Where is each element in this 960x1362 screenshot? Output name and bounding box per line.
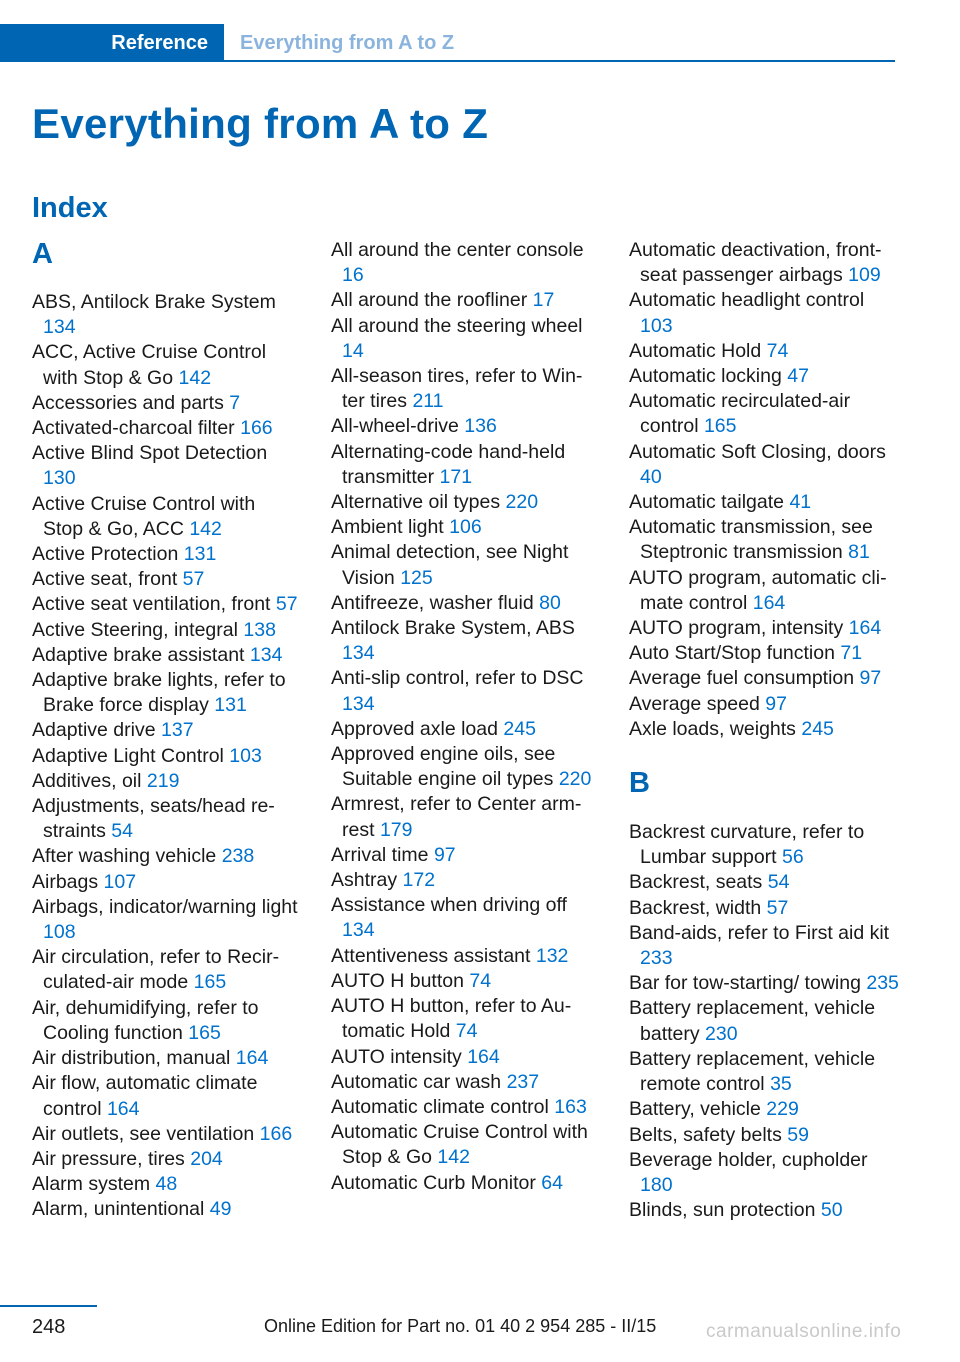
entry-label: Adaptive brake assistant — [32, 643, 245, 666]
entry-page-link[interactable]: 109 — [848, 264, 881, 287]
index-entry — [32, 718, 298, 743]
entry-label: Blinds, sun protection — [629, 1199, 816, 1222]
index-entry — [331, 666, 597, 716]
index-entry — [331, 314, 597, 364]
entry-page-link[interactable]: 57 — [766, 896, 789, 919]
index-column-1 — [32, 238, 298, 1223]
entry-page-link[interactable]: 54 — [111, 820, 133, 843]
entry-label: Ashtray — [331, 869, 398, 892]
index-entry — [629, 616, 901, 641]
index-entry — [629, 515, 901, 565]
index-entry — [331, 288, 597, 313]
entry-page-link[interactable]: 230 — [705, 1022, 738, 1045]
entry-page-link[interactable]: 97 — [859, 667, 882, 690]
index-entry — [32, 769, 298, 794]
index-entry — [331, 843, 597, 868]
index-entry — [32, 592, 298, 617]
entry-page-link[interactable]: 97 — [433, 843, 456, 866]
index-entry — [629, 490, 901, 515]
entry-page-link[interactable]: 238 — [221, 845, 255, 868]
entry-label: Active Cruise Control with Stop & Go, ACC — [32, 492, 256, 540]
index-entry — [32, 340, 298, 390]
entry-label: Alternating-code hand-held transmitter — [331, 440, 566, 488]
entry-page-link[interactable]: 164 — [235, 1047, 269, 1070]
entry-page-link[interactable]: 131 — [214, 694, 247, 717]
entry-page-link[interactable]: 165 — [188, 1021, 221, 1044]
entry-page-link[interactable]: 57 — [182, 568, 205, 591]
entry-label: All around the roofliner — [331, 289, 528, 312]
entry-label: Adaptive Light Control — [32, 744, 224, 767]
entry-label: Automatic Curb Monitor — [331, 1171, 536, 1194]
entry-label: Auto Start/Stop function — [629, 642, 835, 665]
entry-page-link[interactable]: 106 — [449, 516, 482, 539]
entry-page-link[interactable]: 220 — [505, 491, 539, 514]
entry-page-link[interactable]: 142 — [437, 1146, 470, 1169]
index-entry — [32, 290, 298, 340]
index-entry — [331, 1171, 597, 1196]
section-title: Index — [32, 192, 108, 224]
entry-label: Adaptive brake lights, refer to Brake force display — [32, 669, 286, 717]
index-entry — [629, 566, 901, 616]
entry-page-link[interactable]: 47 — [787, 365, 809, 388]
index-entry — [629, 692, 901, 717]
header-heading: Everything from A to Z — [240, 32, 455, 54]
entry-page-link[interactable]: 97 — [765, 692, 787, 715]
entry-page-link[interactable]: 235 — [866, 972, 899, 995]
page-header — [0, 24, 895, 62]
index-entry — [32, 567, 298, 592]
index-entry — [32, 1147, 298, 1172]
entry-page-link[interactable]: 233 — [640, 947, 673, 970]
index-entry — [629, 870, 901, 895]
entry-label: Adjustments, seats/head restraints — [32, 795, 275, 843]
entry-label: Ambient light — [331, 516, 444, 539]
entry-page-link[interactable]: 245 — [503, 717, 536, 740]
entry-page-link[interactable]: 166 — [259, 1122, 293, 1145]
entry-page-link[interactable]: 134 — [342, 919, 375, 942]
entry-label: Alarm, unintentional — [32, 1198, 205, 1221]
index-column-2 — [331, 238, 597, 1196]
entry-label: Airbags — [32, 870, 99, 893]
index-entry — [629, 641, 901, 666]
entry-label: Adaptive drive — [32, 719, 156, 742]
entry-label: Average fuel consumption — [629, 667, 855, 690]
entry-label: Belts, safety belts — [629, 1123, 782, 1146]
index-entry — [629, 971, 901, 996]
entry-label: Automatic Cruise Control with Stop & Go — [331, 1121, 588, 1169]
index-entry — [32, 416, 298, 441]
index-entry — [629, 238, 901, 288]
entry-label: AUTO H button, refer to Automatic Hold — [331, 995, 572, 1043]
entry-label: Approved axle load — [331, 717, 498, 740]
entry-page-link[interactable]: 211 — [412, 390, 444, 413]
entry-label: Air flow, automatic climate control — [32, 1072, 258, 1120]
entry-label: Automatic transmission, see Steptronic transmission — [629, 516, 873, 564]
entry-page-link[interactable]: 40 — [640, 465, 662, 488]
entry-page-link[interactable]: 165 — [703, 415, 737, 438]
entry-page-link[interactable]: 180 — [640, 1173, 673, 1196]
entry-label: Additives, oil — [32, 769, 142, 792]
index-entry — [331, 994, 597, 1044]
index-entry — [32, 1046, 298, 1071]
entry-page-link[interactable]: 219 — [146, 769, 180, 792]
index-letter-a: A — [32, 238, 53, 270]
page-title: Everything from A to Z — [32, 100, 489, 147]
entry-label: Air circulation, refer to Recirculated-air mode — [32, 946, 280, 994]
entry-label: Active Protection — [32, 543, 179, 566]
entry-page-link[interactable]: 107 — [103, 870, 137, 893]
entry-page-link[interactable]: 138 — [243, 618, 276, 641]
index-entry — [629, 389, 901, 439]
index-entry — [629, 1123, 901, 1148]
index-entry — [629, 996, 901, 1046]
entry-page-link[interactable]: 142 — [189, 517, 222, 540]
entry-label: Assistance when driving off — [331, 894, 567, 917]
entry-label: ACC, Active Cruise Control with Stop & Go — [32, 341, 267, 389]
entry-label: Air outlets, see ventilation — [32, 1122, 255, 1145]
index-entry — [32, 542, 298, 567]
entry-page-link[interactable]: 80 — [539, 591, 561, 614]
index-entry — [331, 364, 597, 414]
entry-label: Air distribution, manual — [32, 1047, 231, 1070]
entry-page-link[interactable]: 17 — [532, 289, 555, 312]
edition-text: Online Edition for Part no. 01 40 2 954 285 - II/15 — [264, 1316, 657, 1336]
entry-label: Antifreeze, washer fluid — [331, 591, 534, 614]
entry-label: Arrival time — [331, 843, 429, 866]
index-entry — [629, 364, 901, 389]
entry-page-link[interactable]: 14 — [342, 339, 364, 362]
entry-page-link[interactable]: 131 — [183, 543, 217, 566]
entry-label: Automatic recirculated-air control — [629, 390, 851, 438]
entry-label: Active Steering, integral — [32, 618, 238, 641]
entry-label: Band-aids, refer to First aid kit — [629, 921, 890, 944]
entry-page-link[interactable]: 103 — [229, 744, 262, 767]
entry-page-link[interactable]: 81 — [848, 541, 870, 564]
footer-rule — [0, 1305, 97, 1307]
entry-page-link[interactable]: 132 — [535, 944, 569, 967]
index-entry — [32, 844, 298, 869]
entry-label: Active Blind Spot Detection — [32, 442, 268, 465]
entry-label: Battery replacement, vehicle battery — [629, 997, 876, 1045]
entry-page-link[interactable]: 134 — [342, 642, 375, 665]
entry-label: Alternative oil types — [331, 491, 501, 514]
entry-label: All around the center console — [331, 239, 584, 261]
entry-page-link[interactable]: 103 — [640, 314, 673, 337]
entry-page-link[interactable]: 179 — [379, 818, 413, 841]
entry-label: All-wheel-drive — [331, 415, 459, 438]
entry-page-link[interactable]: 57 — [275, 593, 298, 616]
entry-page-link[interactable]: 237 — [506, 1070, 540, 1093]
entry-page-link[interactable]: 7 — [229, 391, 241, 414]
page-number: 248 — [32, 1316, 66, 1338]
index-entry — [331, 944, 597, 969]
index-entry — [629, 1148, 901, 1198]
entry-page-link[interactable]: 74 — [766, 339, 789, 362]
index-entry — [331, 868, 597, 893]
entry-page-link[interactable]: 164 — [467, 1045, 500, 1068]
entry-label: Battery replacement, vehicle remote control — [629, 1047, 876, 1096]
section-tab: Reference — [0, 24, 224, 62]
index-letter-b: B — [629, 767, 650, 800]
entry-page-link[interactable]: 48 — [155, 1173, 178, 1196]
entry-label: Antilock Brake System, ABS — [331, 617, 575, 640]
index-entry — [331, 616, 597, 666]
entry-page-link[interactable]: 59 — [787, 1123, 809, 1146]
index-entry — [629, 288, 901, 338]
entry-page-link[interactable]: 71 — [840, 642, 863, 665]
entry-page-link[interactable]: 245 — [801, 717, 834, 740]
entry-page-link[interactable]: 134 — [43, 316, 76, 339]
header-rule — [0, 60, 895, 62]
entry-page-link[interactable]: 130 — [43, 467, 76, 490]
index-entry — [32, 996, 298, 1046]
entry-label: Anti-slip control, refer to DSC — [331, 667, 584, 690]
entry-label: Automatic deactivation, front-seat passenger airbags — [629, 239, 882, 287]
index-entry — [32, 668, 298, 718]
index-entry — [32, 1071, 298, 1121]
index-entry — [32, 441, 298, 491]
watermark: carmanualsonline.info — [706, 1321, 902, 1342]
index-entry — [331, 1120, 597, 1170]
entry-label: Air pressure, tires — [32, 1147, 185, 1170]
entry-list — [629, 820, 901, 1223]
index-entry — [331, 515, 597, 540]
entry-page-link[interactable]: 54 — [767, 871, 790, 894]
entry-page-link[interactable]: 229 — [766, 1098, 799, 1121]
entry-label: Airbags, indicator/warning light — [32, 895, 298, 918]
entry-page-link[interactable]: 134 — [249, 643, 283, 666]
index-entry — [331, 969, 597, 994]
entry-label: Automatic Hold — [629, 339, 762, 362]
index-entry — [331, 1095, 597, 1120]
entry-page-link[interactable]: 35 — [770, 1073, 792, 1096]
entry-label: Automatic car wash — [331, 1070, 502, 1093]
index-entry — [331, 742, 597, 792]
index-entry — [331, 1070, 597, 1095]
index-entry — [32, 945, 298, 995]
index-entry — [331, 414, 597, 439]
index-entry — [629, 1097, 901, 1122]
entry-label: Backrest, width — [629, 896, 762, 919]
entry-label: Active seat, front — [32, 568, 178, 591]
entry-list — [331, 238, 597, 1196]
entry-label: Armrest, refer to Center armrest — [331, 793, 582, 841]
entry-page-link[interactable]: 164 — [752, 591, 786, 614]
entry-page-link[interactable]: 74 — [469, 969, 492, 992]
index-entry — [629, 820, 901, 870]
entry-label: Automatic locking — [629, 365, 782, 388]
entry-page-link[interactable]: 64 — [541, 1171, 563, 1194]
entry-page-link[interactable]: 134 — [342, 692, 375, 715]
entry-page-link[interactable]: 137 — [161, 719, 194, 742]
entry-page-link[interactable]: 171 — [439, 465, 473, 488]
entry-page-link[interactable]: 165 — [193, 971, 227, 994]
entry-list — [629, 238, 901, 742]
index-entry — [629, 1047, 901, 1097]
entry-label: Automatic Soft Closing, doors — [629, 440, 886, 463]
entry-label: AUTO program, intensity — [629, 617, 844, 640]
entry-page-link[interactable]: 163 — [554, 1095, 587, 1118]
entry-page-link[interactable]: 16 — [342, 264, 364, 287]
entry-label: Air, dehumidifying, refer to Cooling function — [32, 996, 259, 1044]
entry-label: AUTO program, automatic climate control — [629, 566, 887, 614]
index-entry — [629, 666, 901, 691]
entry-label: Alarm system — [32, 1173, 151, 1196]
entry-label: Bar for tow-starting/ towing — [629, 972, 861, 995]
index-entry — [32, 1122, 298, 1147]
index-entry — [629, 1198, 901, 1223]
entry-label: Automatic headlight control — [629, 289, 865, 312]
entry-page-link[interactable]: 204 — [190, 1147, 223, 1170]
index-entry — [331, 792, 597, 842]
entry-label: Average speed — [629, 692, 760, 715]
index-entry — [32, 643, 298, 668]
entry-page-link[interactable]: 74 — [455, 1020, 478, 1043]
index-entry — [331, 540, 597, 590]
entry-label: After washing vehicle — [32, 845, 217, 868]
entry-page-link[interactable]: 164 — [848, 617, 882, 640]
index-entry — [32, 870, 298, 895]
entry-page-link[interactable]: 56 — [782, 846, 804, 869]
index-entry — [331, 440, 597, 490]
entry-page-link[interactable]: 41 — [789, 491, 812, 514]
entry-page-link[interactable]: 50 — [820, 1199, 843, 1222]
entry-label: Automatic tailgate — [629, 491, 785, 514]
entry-label: Animal detection, see Night Vision — [331, 541, 569, 589]
entry-page-link[interactable]: 142 — [178, 366, 212, 389]
index-entry — [331, 717, 597, 742]
index-entry — [331, 490, 597, 515]
index-entry — [32, 1197, 298, 1222]
entry-label: Axle loads, weights — [629, 717, 796, 740]
entry-page-link[interactable]: 164 — [106, 1097, 140, 1120]
entry-label: AUTO H button — [331, 969, 464, 992]
entry-label: All around the steering wheel — [331, 314, 583, 337]
entry-label: Backrest, seats — [629, 871, 763, 894]
index-entry — [32, 391, 298, 416]
index-entry — [331, 591, 597, 616]
entry-label: Automatic climate control — [331, 1095, 549, 1118]
entry-page-link[interactable]: 125 — [400, 566, 433, 589]
entry-label: AUTO intensity — [331, 1045, 462, 1068]
index-column-3 — [629, 238, 901, 1223]
entry-page-link[interactable]: 49 — [209, 1198, 232, 1221]
entry-label: Active seat ventilation, front — [32, 593, 271, 616]
entry-label: Backrest curvature, refer to Lumbar support — [629, 821, 865, 869]
index-entry — [32, 794, 298, 844]
entry-label: Accessories and parts — [32, 391, 224, 414]
index-entry — [629, 339, 901, 364]
entry-label: ABS, Antilock Brake System — [32, 291, 276, 313]
index-entry — [331, 238, 597, 288]
index-entry — [629, 921, 901, 971]
entry-label: Approved engine oils, see Suitable engine oil types — [331, 743, 556, 791]
index-entry — [629, 440, 901, 490]
entry-label: Activated-charcoal filter — [32, 417, 235, 440]
entry-page-link[interactable]: 172 — [402, 869, 436, 892]
entry-label: Battery, vehicle — [629, 1098, 761, 1121]
index-entry — [629, 896, 901, 921]
entry-label: All-season tires, refer to Winter tires — [331, 365, 583, 413]
entry-label: Beverage holder, cupholder — [629, 1148, 868, 1171]
entry-list — [32, 290, 298, 1223]
index-entry — [32, 744, 298, 769]
index-entry — [32, 492, 298, 542]
index-entry — [32, 1172, 298, 1197]
entry-page-link[interactable]: 136 — [464, 415, 497, 438]
entry-label: Attentiveness assistant — [331, 944, 531, 967]
index-entry — [629, 717, 901, 742]
entry-page-link[interactable]: 166 — [240, 417, 273, 440]
index-entry — [32, 618, 298, 643]
index-entry — [331, 1045, 597, 1070]
index-entry — [32, 895, 298, 945]
entry-page-link[interactable]: 220 — [558, 768, 592, 791]
entry-page-link[interactable]: 108 — [43, 921, 76, 944]
index-entry — [331, 893, 597, 943]
